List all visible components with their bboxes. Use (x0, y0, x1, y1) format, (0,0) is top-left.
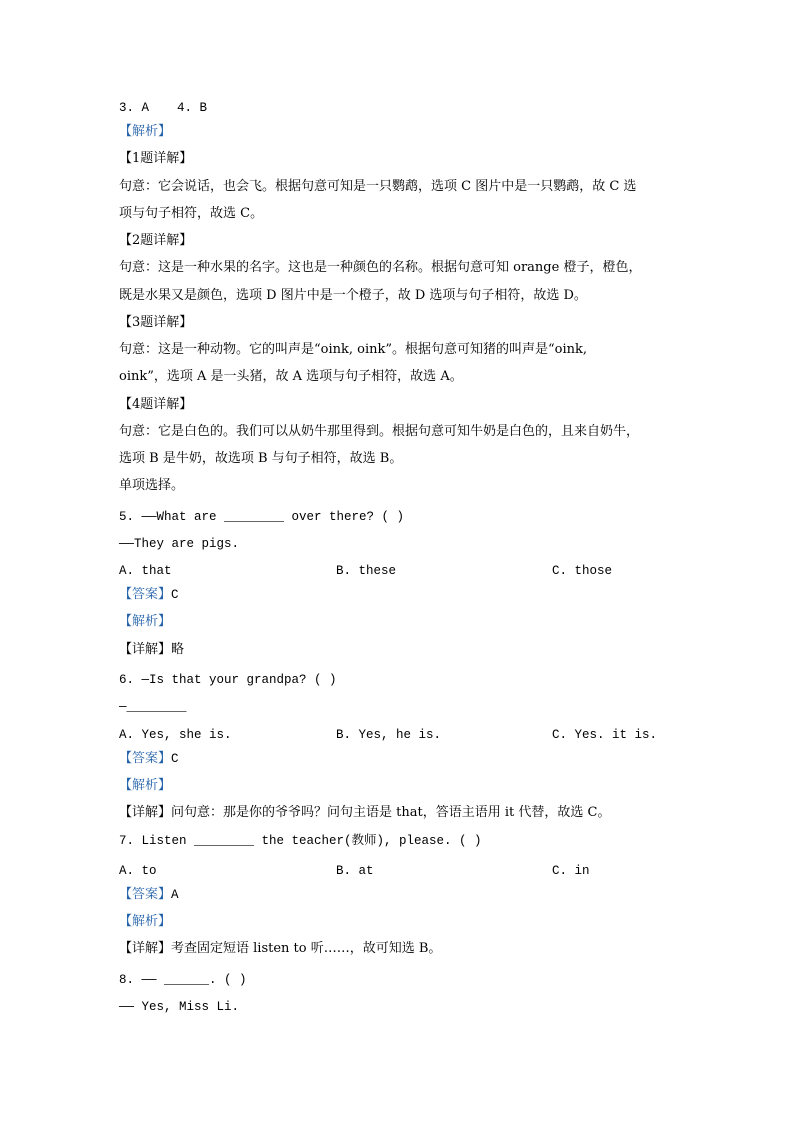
detail-text: 问句意：那是你的爷爷吗？问句主语是 that，答语主语用 it 代替，故选 C。 (171, 805, 611, 820)
q5-answer (119, 587, 679, 603)
q5-analysis-tag: 【解析】 (119, 614, 172, 629)
analysis-tag: 【解析】 (119, 124, 172, 139)
q7-stem: 7. Listen ________ the teacher(教师), please. ( ) (119, 834, 482, 848)
q6-stem: 6. —Is that your grandpa? ( ) (119, 673, 337, 687)
detail-tag: 【详解】 (119, 642, 172, 657)
q4-explain-line2: 选项 B 是牛奶，故选项 B 与句子相符，故选 B。 (119, 451, 403, 466)
detail-tag: 【详解】 (119, 941, 172, 956)
q4-explain-line1: 句意：它是白色的。我们可以从奶牛那里得到。根据句意可知牛奶是白色的，且来自奶牛， (119, 424, 640, 439)
q6-option-c: C. Yes. it is. (552, 728, 658, 742)
q7-detail (119, 941, 679, 957)
q5-option-b: B. these (336, 564, 397, 578)
answer-4: 4. B (177, 101, 208, 115)
q7-answer (119, 887, 679, 903)
q5-detail (119, 642, 679, 658)
q6-option-b: B. Yes, he is. (336, 728, 442, 742)
q2-explain-line1: 句意：这是一种水果的名字。这也是一种颜色的名称。根据句意可知 orange 橙子，橙色， (119, 260, 642, 275)
q7-option-a: A. to (119, 864, 157, 878)
q3-explain-line2: oink”，选项 A 是一头猪，故 A 选项与句子相符，故选 A。 (119, 369, 463, 384)
detail-tag: 【详解】 (119, 805, 172, 820)
q2-explain-line2: 既是水果又是颜色，选项 D 图片中是一个橙子，故 D 选项与句子相符，故选 D。 (119, 288, 587, 303)
answer-3: 3. A (119, 101, 150, 115)
q1-explain-line2: 项与句子相符，故选 C。 (119, 206, 264, 221)
q1-detail-tag: 【1题详解】 (119, 151, 193, 166)
answers-3-4 (119, 100, 679, 116)
q7-option-b: B. at (336, 864, 374, 878)
q8-reply: —— Yes, Miss Li. (119, 1000, 240, 1014)
detail-text: 略 (171, 642, 185, 657)
answer-tag: 【答案】 (119, 587, 172, 602)
q3-explain-line1: 句意：这是一种动物。它的叫声是“oink, oink”。根据句意可知猪的叫声是“oink, (119, 342, 588, 357)
q7-option-c: C. in (552, 864, 590, 878)
q4-detail-tag: 【4题详解】 (119, 397, 193, 412)
answer-tag: 【答案】 (119, 751, 172, 766)
q6-option-a: A. Yes, she is. (119, 728, 232, 742)
answer-value: C (171, 588, 179, 602)
q6-reply: —________ (119, 700, 187, 714)
q7-analysis-tag: 【解析】 (119, 914, 172, 929)
answer-value: C (171, 752, 179, 766)
q6-detail (119, 805, 679, 821)
answer-value: A (171, 888, 179, 902)
q5-stem: 5. ——What are ________ over there? ( ) (119, 510, 405, 524)
q8-stem: 8. —— ______. ( ) (119, 973, 247, 987)
q5-option-c: C. those (552, 564, 613, 578)
q3-detail-tag: 【3题详解】 (119, 315, 193, 330)
q2-detail-tag: 【2题详解】 (119, 233, 193, 248)
detail-text: 考查固定短语 listen to 听……，故可知选 B。 (171, 941, 442, 956)
answer-tag: 【答案】 (119, 887, 172, 902)
q5-reply: ——They are pigs. (119, 537, 240, 551)
q1-explain-line1: 句意：它会说话，也会飞。根据句意可知是一只鹦鹉，选项 C 图片中是一只鹦鹉，故 C 选 (119, 179, 637, 194)
q6-answer (119, 751, 679, 767)
q6-analysis-tag: 【解析】 (119, 778, 172, 793)
q5-option-a: A. that (119, 564, 172, 578)
section-summary: 单项选择。 (119, 478, 185, 493)
